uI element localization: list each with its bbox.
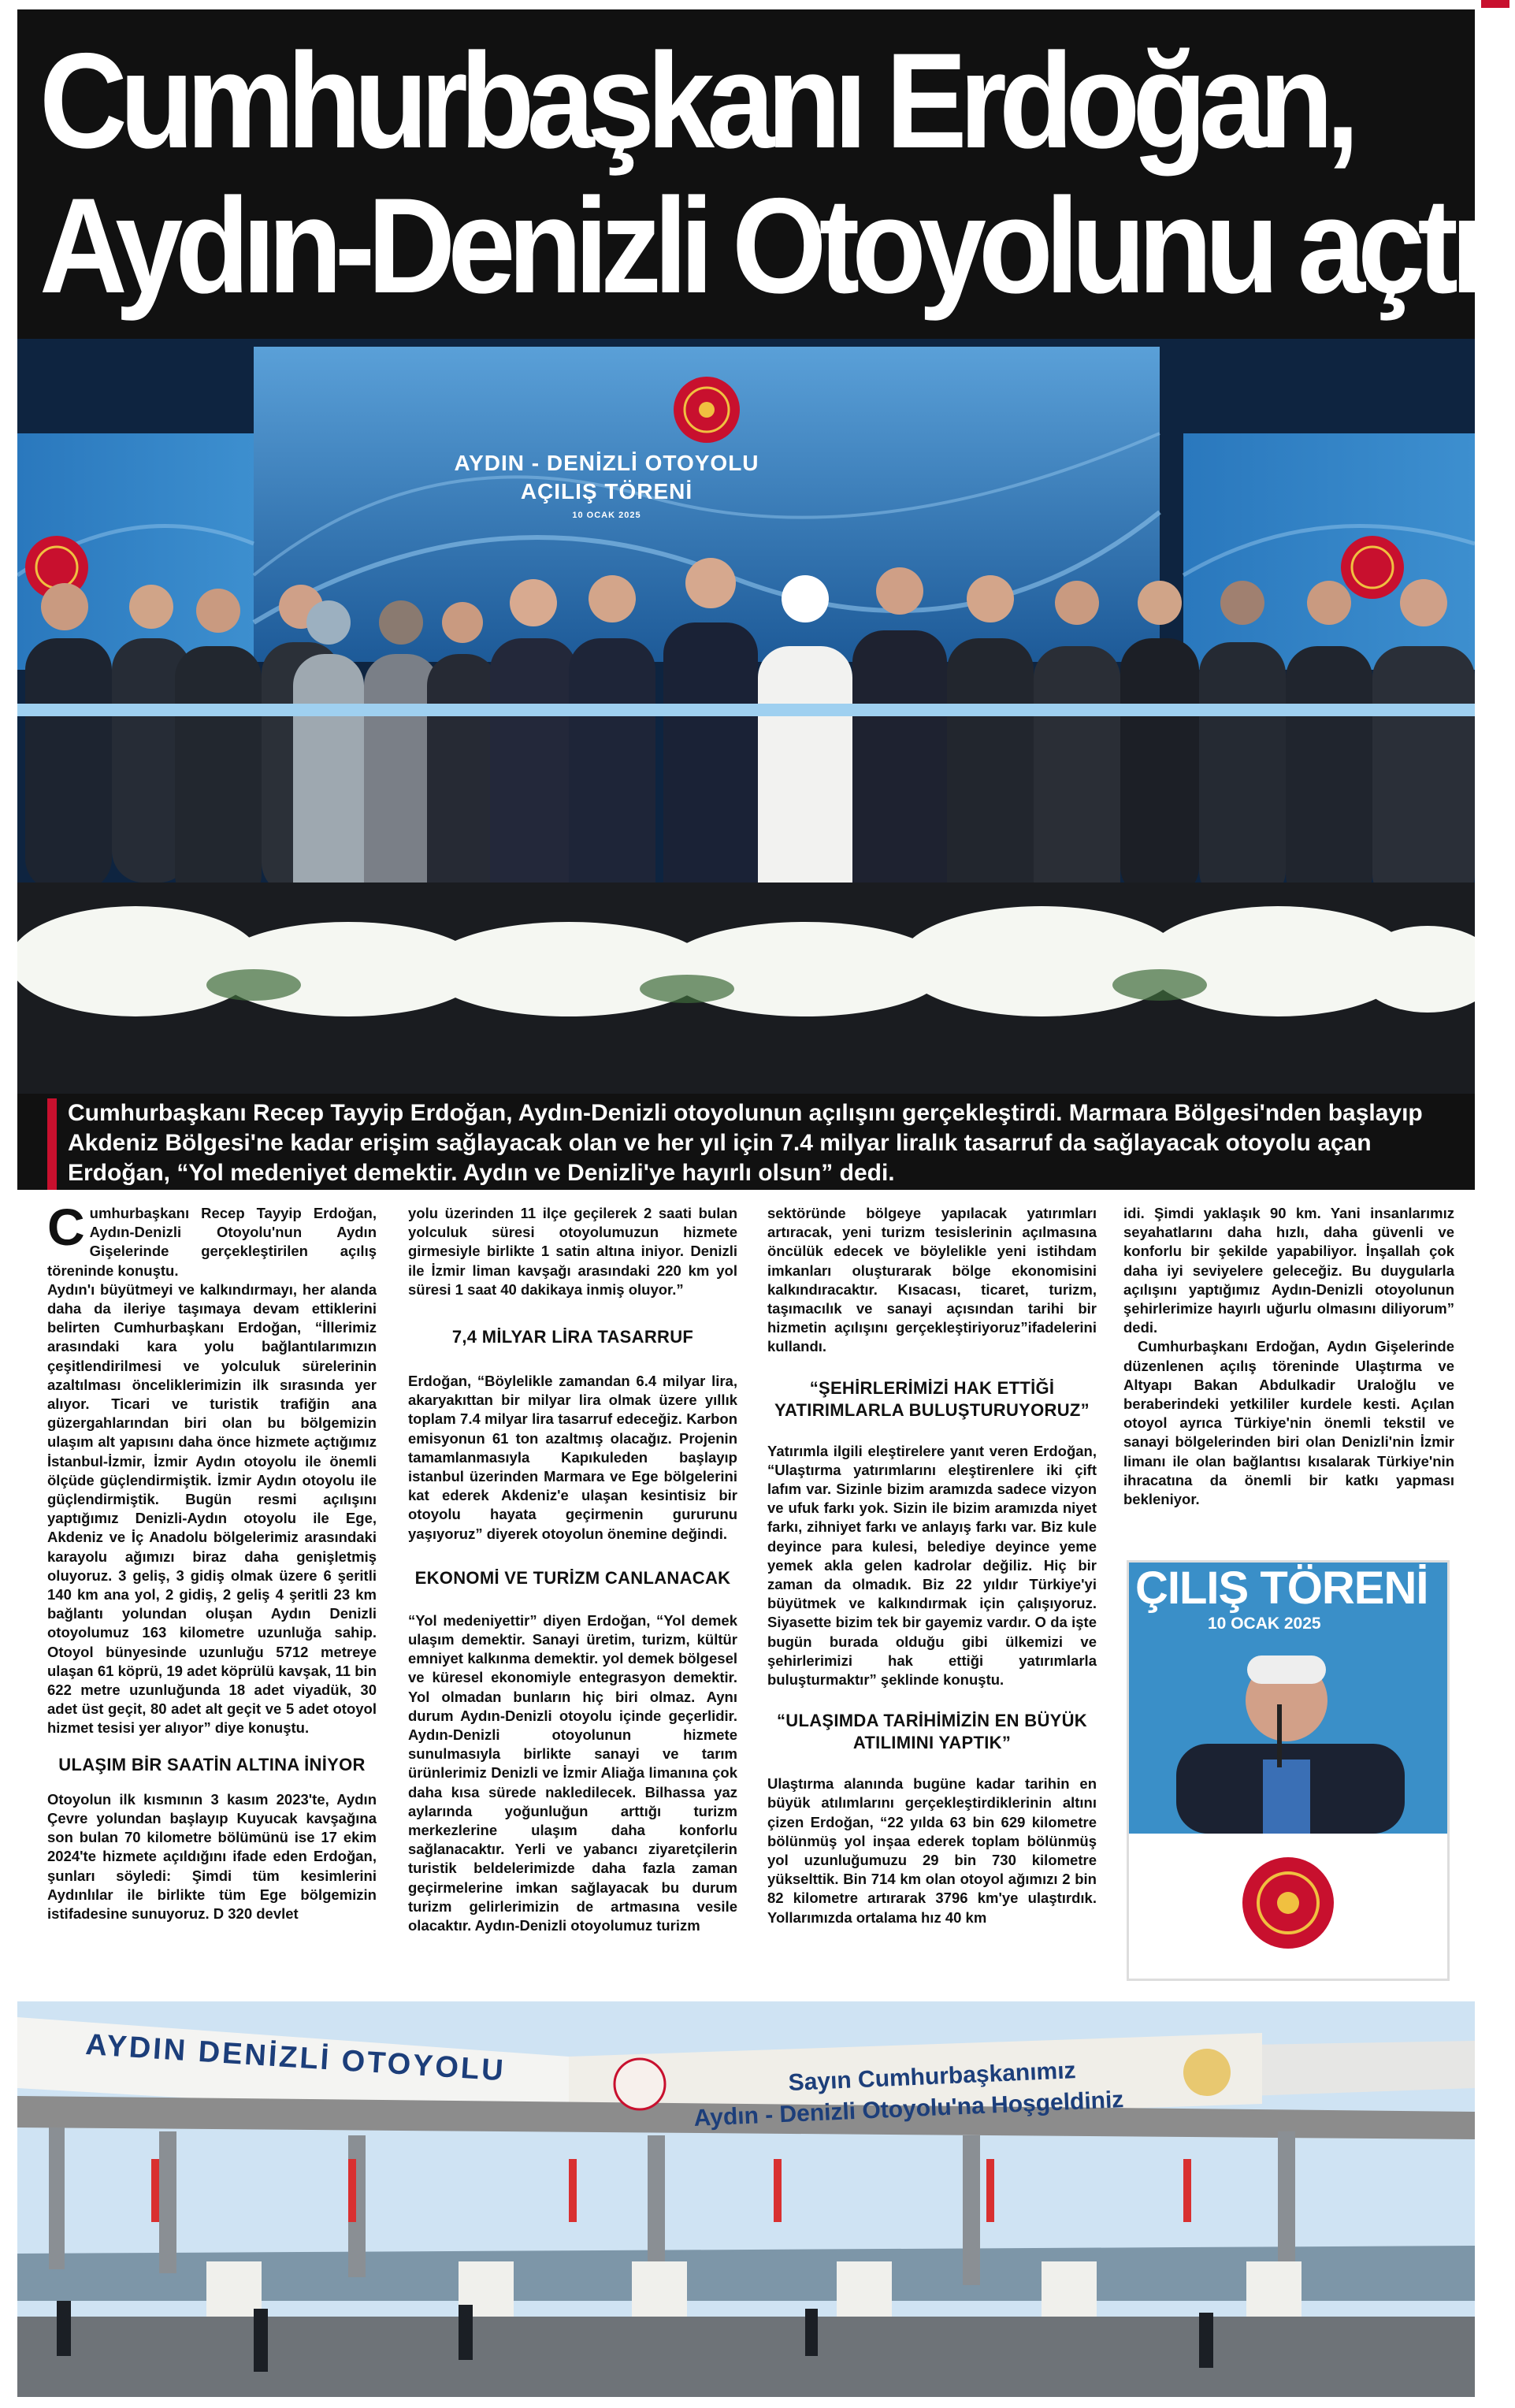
section-heading: ULAŞIM BİR SAATİN ALTINA İNİYOR — [58, 1754, 366, 1774]
article-paragraph: “Yol medeniyettir” diyen Erdoğan, “Yol demek ulaşım demektir. Sanayi üretim, turizm, kültür emniyet kalkınma demektir. yol demek bölgesel ve küresel ekonomiyle entegrasyon demektir. Yol olmadan bunların hiç biri olmaz. Aynı durum Aydın-Denizli otoyolu içinde geçerlidir. Aydın-Denizli otoyolunun hizmete sunulmasıyla birlikte sanayi ve tarım ürünlerimiz Denizli ve İzmir Aliağa limanına çok daha kısa sürede nakledilecek. Bilhassa yaz aylarında yoğunluğun arttığı turizm merkezlerine ulaşım daha konforlu sağlanacaktır. Yerli ve yabancı ziyaretçilerin turistik beldelerimizde daha fazla zaman geçirmelerine imkan sağlayacak bu durum turizm gelirlerimizin de artmasına vesile olacaktır. Aydın-Denizli otoyolumuz turizm — [408, 1611, 737, 1934]
article-paragraph: sektöründe bölgeye yapılacak yatırımları artıracak, yeni turizm tesislerinin açılmasına öncülük edecek ve böylelikle yeni istihdam imkanları oluşturarak bölge ekonomisini kalkındıracaktır. Kısacası, ticaret, turizm, taşımacılık ve sanayi açısından tarihi bir hizmetin açılışını gerçekleştiriyoruz”ifadelerini kullandı. — [767, 1205, 1097, 1355]
section-heading: “ŞEHİRLERİMİZİ HAK ETTİĞİ YATIRIMLARLA BULUŞTURUYORUZ” — [774, 1377, 1090, 1420]
sun-logo-icon — [1183, 2049, 1231, 2096]
headline — [39, 25, 1477, 321]
article-paragraph: Yatırımla ilgili eleştirelere yanıt veren Erdoğan, “Ulaştırma yatırımlarını eleştirenlere iki çift lafım var. Sizinle bizim aramızda sadece vizyon ve ufuk farkı yok. Sizin ile bizim aramızda niyet farkı, zihniyet farkı ve anlayış farkı var. Biz kule deyince para kulesi, belediye deyince yeme yemek akla gelen kadrolar değiliz. Hiç bir zaman da olmadık. Biz 22 yıldır Türkiye'yi büyütmek ve kalkındırmak için çalışıyoruz. Siyasette bizim tek bir gayemiz vardır. O da işte bugün burada olduğu gibi ülkemizi ve şehirlerimizi hak ettiği yatırımlarla buluşturmaktır” şeklinde konuştu. — [767, 1442, 1097, 1689]
presidential-seal-icon-inset — [1242, 1857, 1334, 1949]
article-paragraph: yolu üzerinden 11 ilçe geçilerek 2 saati bulan yolculuk süresi otoyolumuzun hizmete girmesiyle birlikte 1 satin altına iniyor. Denizli ile İzmir liman kavşağı arasındaki 220 km yol süresi 1 saat 40 dakikaya inmiş oluyor.” — [408, 1205, 737, 1298]
article-paragraph: idi. Şimdi yaklaşık 90 km. Yani insanlarımız seyahatlarını daha hızlı, daha güvenli ve konforlu bir şekilde yapabiliyor. İnşallah çok daha iyi seviyelere geleceğiz. Bu duygularla açılışını yaptığımız Aydın-Denizli otoyolunun şehirlerimize hayırlı uğurlu olmasını diliyorum” dedi. — [1123, 1205, 1454, 1336]
article-column-4 — [1123, 1204, 1454, 1509]
ceremony-photo — [17, 339, 1475, 1094]
presidential-seal-icon — [674, 377, 740, 443]
lead-accent-bar — [47, 1098, 57, 1190]
sign-date: 10 OCAK 2025 — [572, 511, 641, 520]
paragraph-text: umhurbaşkanı Recep Tayyip Erdoğan, Aydın-Denizli Otoyolu'nun Aydın Gişelerinde gerçekleştirilen açılış töreninde konuştu. — [47, 1205, 377, 1279]
article-column-3 — [767, 1204, 1097, 1927]
article-paragraph — [47, 1198, 377, 1280]
dropcap: C — [47, 1198, 85, 1256]
ribbon — [17, 704, 1475, 716]
toll-banner-2-line-1: Sayın Cumhurbaşkanımız — [788, 2057, 1077, 2096]
ceremony-sign — [370, 449, 843, 520]
article-paragraph: Erdoğan, “Böylelikle zamandan 6.4 milyar lira, akaryakıttan bir milyar lira olmak üzere yıllık toplam 7.4 milyar lira tasarruf edeceğiz. Karbon emisyonun 61 ton azaltmış olacağız. Projenin tamamlanmasıyla Kapıkuleden başlayıp istanbul üzerinden Marmara ve Ege bölgelerini kat ederek Akdeniz'e ulaşan kesintisiz bir otoyolu hayata geçirmenin gururunu yaşıyoruz” diyerek otoyolun önemine değindi. — [408, 1373, 737, 1542]
section-heading: EKONOMİ VE TURİZM CANLANACAK — [414, 1567, 731, 1588]
inset-date: 10 OCAK 2025 — [1208, 1615, 1321, 1633]
section-heading: 7,4 MİLYAR LİRA TASARRUF — [451, 1327, 694, 1347]
article-column-2 — [408, 1204, 737, 1935]
section-heading: “ULAŞIMDA TARİHİMİZİN EN BÜYÜK ATILIMINI YAPTIK” — [777, 1711, 1087, 1753]
speaker-graphic — [1129, 1563, 1447, 1834]
inset-screen — [1129, 1563, 1447, 1834]
article-paragraph: Otoyolun ilk kısmının 3 kasım 2023'te, Aydın Çevre yolundan başlayıp Kuyucak kavşağına son bulan 70 kilometre bölümünü ise 17 ekim 2024'te hizmete açıldığını ifade eden Erdoğan, şunları söyledi: Şimdi tüm kesimlerini Aydınlılar ile birlikte tüm Ege bölgemizin istifadesine sunuyoruz. D 320 devlet — [47, 1790, 377, 1922]
sign-title-1: AYDIN - DENİZLİ OTOYOLU — [454, 451, 759, 475]
article-paragraph: Cumhurbaşkanı Erdoğan, Aydın Gişelerinde düzenlenen açılış töreninde Ulaştırma ve Altyapı Bakan Abdulkadir Uraloğlu ve beraberindeki yetkililer kurdele kesti. Açılan otoyol ayrıca Türkiye'nin önemli tekstil ve sanayi bölgelerinden biri olan Denizli'nin İzmir limanı ile olan bağlantısı kısalarak Türkiye'nin ihracatına da önemli bir katkı yapması bekleniyor. — [1123, 1338, 1454, 1508]
sign-title-2: AÇILIŞ TÖRENİ — [520, 479, 693, 504]
lead-text: Cumhurbaşkanı Recep Tayyip Erdoğan, Aydın-Denizli otoyolunun açılışını gerçekleştirdi. Marmara Bölgesi'nden başlayıp Akdeniz Bölgesi'ne kadar erişim sağlayacak olan ve her yıl için 7.4 milyar liralık tasarruf da sağlayacak otoyolu açan Erdoğan, “Yol medeniyet demektir. Aydın ve Denizli'ye hayırlı olsun” dedi. — [68, 1100, 1423, 1186]
presidential-seal-icon-right — [1341, 536, 1404, 599]
toll-banner-2-line-2: Aydın - Denizli Otoyolu'na Hoşgeldiniz — [693, 2087, 1124, 2131]
ministry-logo-icon — [615, 2059, 665, 2109]
headline-line-1: Cumhurbaşkanı Erdoğan, — [39, 25, 1352, 177]
inset-photo — [1127, 1560, 1450, 1981]
inset-lower — [1129, 1834, 1447, 1979]
inset-title: ÇILIŞ TÖRENİ — [1135, 1563, 1428, 1614]
article-paragraph: Ulaştırma alanında bugüne kadar tarihin en büyük atılımlarını gerçekleştirdiklerinin altını çizen Erdoğan, “22 yılda 63 bin 629 kilometre bölünmüş yol inşaa ederek toplam bölünmüş yol uzunluğumuzu 29 bin 730 kilometre yükselttik. Bin 714 km olan otoyol ağımızı 2 bin 82 kilometre artırarak 3796 km'ye ulaştırdık. Yollarımızda ortalama hız 40 km — [767, 1775, 1097, 1926]
headline-line-2: Aydın-Denizli Otoyolunu açtı — [39, 170, 1477, 321]
article-column-1 — [47, 1198, 377, 1923]
article-paragraph: Aydın'ı büyütmeyi ve kalkındırmayı, her alanda daha da ileriye taşımaya devam ettiklerini belirten Cumhurbaşkanı Erdoğan, “İllerimiz arasındaki kara yolu bağlantılarımızın çeşitlendirilmesi ve yolculuk sürelerinin azaltılması önceliklerimizin ilk sırasında yer alıyor. Ticari ve turistik trafiğin ana güzergahlarından biri olan bu bölgemizin ulaşım alt yapısını daha önce hizmete açtığımız İstanbul-İzmir, İzmir Aydın otoyolu ile önemli ölçüde güçlendirmiştik. İzmir Aydın otoyolu ile güçlendirmiştik. Bugün resmi açılışını yaptığımız Denizli-Aydın otoyolu ile Ege, Akdeniz ve İç Anadolu bölgelerimiz arasındaki karayolu ağımızı biraz daha genişletmiş oluyoruz. 3 geliş, 3 gidiş olmak üzere 6 şeritli 140 km ana yol, 2 gidiş, 2 geliş 4 şeritli 23 km bağlantı yolundan oluşan Aydın Denizli otoyolumuz 163 kilometre uzunluğa sahip. Otoyol bünyesinde uzunluğu 5712 metreye ulaşan 61 köprü, 19 adet köprülü kavşak, 11 bin 622 metre uzunluğunda 18 adet viyadük, 30 adet üst geçit, 80 adet alt geçit ve 5 adet otoyol hizmet tesisi yer alıyor” diye konuştu. — [47, 1280, 377, 1737]
toll-banner-1: AYDIN DENİZLİ OTOYOLU — [84, 2028, 507, 2088]
corner-red-strip — [1481, 0, 1509, 8]
